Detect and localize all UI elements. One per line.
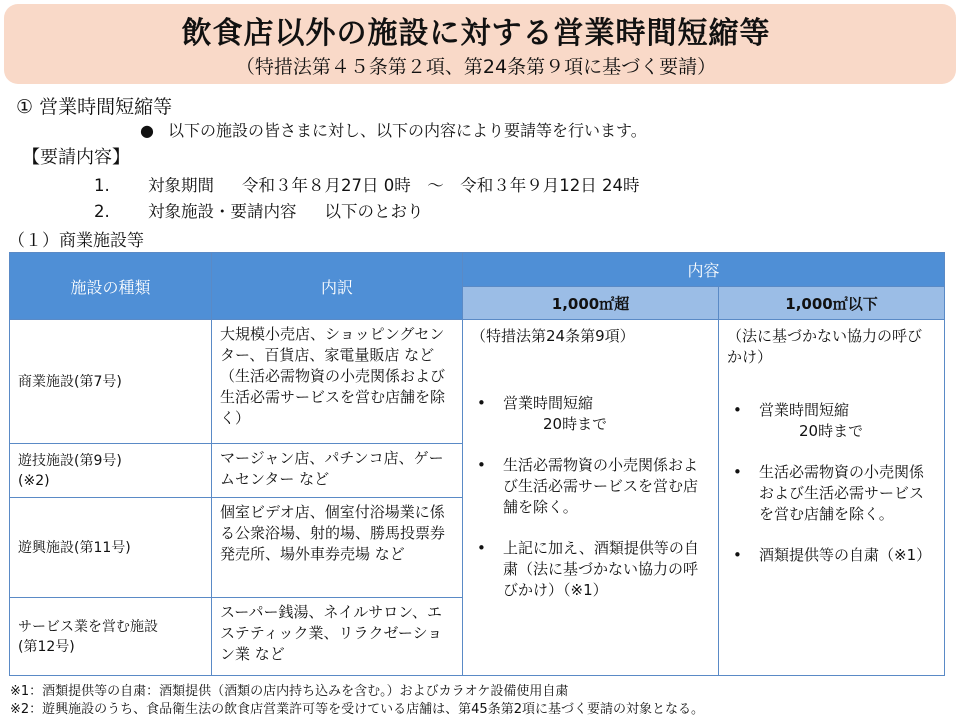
facility-detail: マージャン店、パチンコ店、ゲームセンター など — [212, 444, 463, 498]
table-row — [10, 320, 945, 444]
item-label: 対象期間 — [148, 176, 214, 195]
list-bullet-icon: • — [477, 394, 486, 412]
request-item-period — [94, 172, 639, 196]
facility-detail: スーパー銭湯、ネイルサロン、エステティック業、リラクゼーション業 など — [212, 598, 463, 676]
list-item-text: 生活必需物資の小売関係および生活必需サービスを営む店舗を除く。 — [503, 456, 699, 516]
facilities-table — [9, 252, 945, 676]
basis-text: （法に基づかない協力の呼びかけ） — [727, 327, 923, 366]
list-item-text: 営業時間短縮 — [503, 394, 594, 412]
footnote-1: ※1：酒類提供等の自粛：酒類提供（酒類の店内持ち込みを含む。）およびカラオケ設備使用自粛 — [10, 684, 569, 699]
facility-type-note: (※2) — [18, 472, 50, 489]
intro-bullet — [140, 118, 647, 141]
content-under-1000 — [719, 320, 945, 676]
item-number: 2. — [94, 202, 110, 221]
request-item-facilities — [94, 198, 424, 222]
header-facility-type: 施設の種類 — [10, 253, 212, 320]
page-title: 飲食店以外の施設に対する営業時間短縮等 — [181, 16, 771, 51]
list-item — [471, 455, 710, 518]
facility-type: 商業施設(第7号) — [10, 320, 212, 444]
basis-text: （特措法第24条第9項） — [471, 327, 635, 345]
header-detail: 内訳 — [212, 253, 463, 320]
list-bullet-icon: • — [477, 456, 486, 474]
footnote-2: ※2：遊興施設のうち、食品衛生法の飲食店営業許可等を受けている店舗は、第45条第2項に基づく要請の対象となる。 — [10, 702, 704, 717]
list-bullet-icon: • — [477, 539, 486, 557]
facility-type — [10, 444, 212, 498]
item-value: 以下のとおり — [324, 202, 424, 221]
list-item-subtext: 20時まで — [799, 422, 864, 440]
list-item-text: 酒類提供等の自粛（※1） — [759, 546, 932, 564]
intro-bullet-text: 以下の施設の皆さまに対し、以下の内容により要請等を行います。 — [167, 121, 647, 140]
header-under-1000: 1,000㎡以下 — [719, 287, 945, 320]
facility-detail: 個室ビデオ店、個室付浴場業に係る公衆浴場、射的場、勝馬投票券発売所、場外車券売場 など — [212, 498, 463, 598]
list-item — [727, 545, 936, 566]
list-bullet-icon: • — [733, 401, 742, 419]
item-number: 1. — [94, 176, 110, 195]
request-heading: 【要請内容】 — [22, 147, 130, 168]
sub-heading: （１）商業施設等 — [8, 231, 144, 251]
list-bullet-icon: • — [733, 463, 742, 481]
facility-type: 遊興施設(第11号) — [10, 498, 212, 598]
header-over-1000: 1,000㎡超 — [463, 287, 719, 320]
list-bullet-icon: • — [733, 546, 742, 564]
facility-detail: 大規模小売店、ショッピングセンター、百貨店、家電量販店 など（生活必需物資の小売関係および生活必需サービスを営む店舗を除く） — [212, 320, 463, 444]
bullet-icon: ● — [140, 121, 154, 140]
list-item-text: 生活必需物資の小売関係および生活必需サービスを営む店舗を除く。 — [759, 463, 925, 523]
list-item — [471, 393, 710, 435]
list-item-subtext: 20時まで — [543, 415, 608, 433]
list-item — [727, 462, 936, 525]
page-subtitle: （特措法第４５条第２項、第24条第９項に基づく要請） — [235, 56, 717, 78]
section-heading: ① 営業時間短縮等 — [16, 96, 173, 118]
facility-type-line: 遊技施設(第9号) — [18, 452, 122, 469]
header-content: 内容 — [463, 253, 945, 287]
list-item — [471, 538, 710, 601]
item-value: 令和３年８月27日 0時 ～ 令和３年９月12日 24時 — [242, 176, 640, 195]
list-item-text: 上記に加え、酒類提供等の自粛（法に基づかない協力の呼びかけ）（※1） — [503, 539, 699, 599]
facility-type-note: (第12号) — [18, 638, 75, 655]
item-label: 対象施設・要請内容 — [148, 202, 297, 221]
list-item-text: 営業時間短縮 — [759, 401, 850, 419]
facility-type — [10, 598, 212, 676]
list-item — [727, 400, 936, 442]
content-over-1000 — [463, 320, 719, 676]
facility-type-line: サービス業を営む施設 — [18, 618, 158, 635]
